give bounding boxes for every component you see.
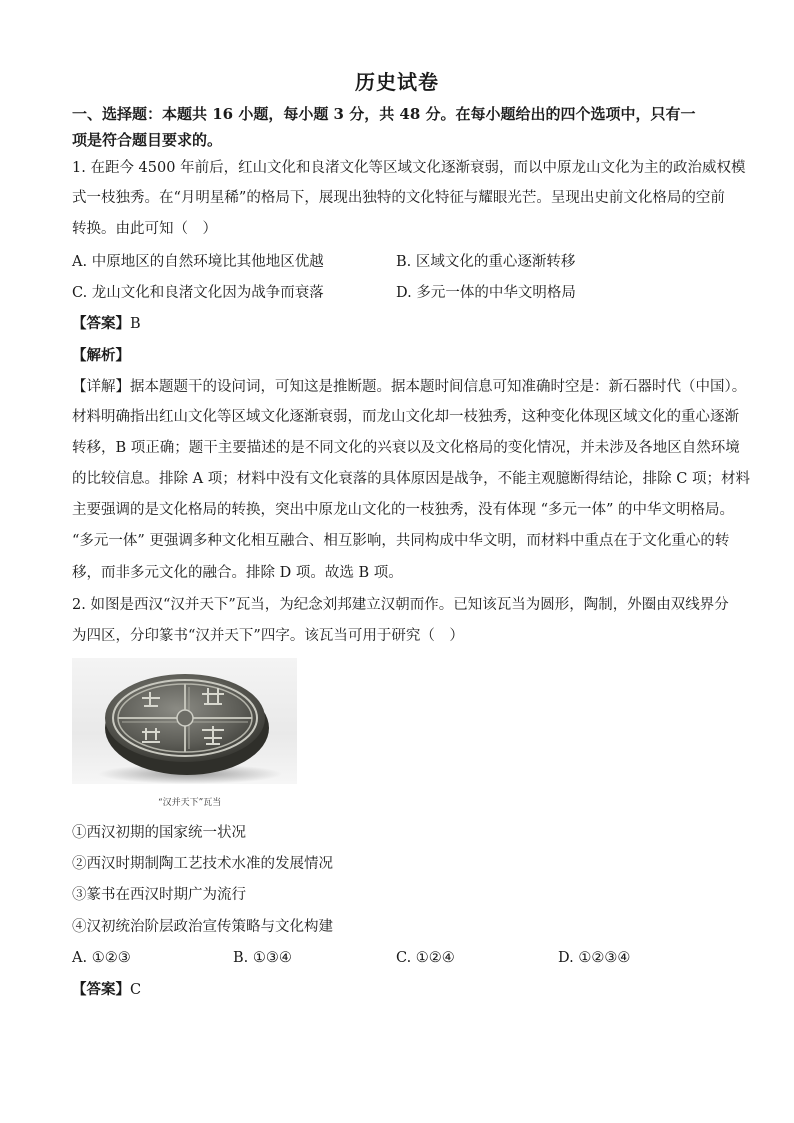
q2-option-d: D. ①②③④ xyxy=(558,950,631,966)
q1-detail-line-2: 材料明确指出红山文化等区域文化逐渐衰弱，而龙山文化却一枝独秀，这种变化体现区域文化的重心逐渐 xyxy=(72,409,739,425)
q2-option-b: B. ①③④ xyxy=(233,950,292,966)
q1-option-a: A. 中原地区的自然环境比其他地区优越 xyxy=(72,254,324,270)
q2-answer-tag: 【答案】 xyxy=(72,981,130,998)
q1-detail-line-7: 移，而非多元文化的融合。排除 D 项。故选 B 项。 xyxy=(72,565,403,581)
q1-detail-line-4: 的比较信息。排除 A 项；材料中没有文化衰落的具体原因是战争，不能主观臆断得结论，排除 C 项；材料 xyxy=(72,471,750,487)
q2-statement-3: ③篆书在西汉时期广为流行 xyxy=(72,887,246,903)
q1-analysis-tag: 【解析】 xyxy=(72,347,130,364)
q1-stem-line-1: 1. 在距今 4500 年前后，红山文化和良渚文化等区域文化逐渐衰弱，而以中原龙山文化为主的政治威权模 xyxy=(72,160,746,176)
q2-stem-line-2: 为四区，分印篆书“汉并天下”四字。该瓦当可用于研究（ ） xyxy=(72,628,464,644)
q1-option-d: D. 多元一体的中华文明格局 xyxy=(396,285,576,301)
q1-stem-line-2: 式一枝独秀。在“月明星稀”的格局下，展现出独特的文化特征与耀眼光芒。呈现出史前文化格局的空前 xyxy=(72,190,725,206)
q2-option-a: A. ①②③ xyxy=(72,950,131,966)
q1-detail-line-3: 转移，B 项正确；题干主要描述的是不同文化的兴衰以及文化格局的变化情况，并未涉及各地区自然环境 xyxy=(72,440,740,456)
tile-end-caption: “汉并天下”瓦当 xyxy=(158,798,222,808)
q2-option-c: C. ①②④ xyxy=(396,950,455,966)
q2-stem-line-1: 2. 如图是西汉“汉并天下”瓦当，为纪念刘邦建立汉朝而作。已知该瓦当为圆形，陶制，外圈由双线界分 xyxy=(72,597,729,613)
q1-stem-line-3: 转换。由此可知（ ） xyxy=(72,221,217,237)
q1-answer-value: B xyxy=(130,316,141,332)
section-heading-line-2: 项是符合题目要求的。 xyxy=(72,131,223,149)
q2-statement-2: ②西汉时期制陶工艺技术水准的发展情况 xyxy=(72,856,333,872)
q1-option-b: B. 区域文化的重心逐渐转移 xyxy=(396,254,576,270)
q2-statement-4: ④汉初统治阶层政治宣传策略与文化构建 xyxy=(72,919,333,935)
page-title: 历史试卷 xyxy=(355,70,439,94)
q2-answer-value: C xyxy=(130,982,142,998)
tile-end-illustration xyxy=(72,658,297,784)
q1-answer-tag: 【答案】 xyxy=(72,315,130,332)
tile-end-photo xyxy=(72,658,297,784)
q2-answer xyxy=(72,980,141,1000)
q1-answer xyxy=(72,314,141,334)
section-heading-line-1: 一、选择题：本题共 16 小题，每小题 3 分，共 48 分。在每小题给出的四个选项中，只有一 xyxy=(72,105,696,123)
q1-detail-line-1: 【详解】据本题题干的设问词，可知这是推断题。据本题时间信息可知准确时空是：新石器时代（中国）。 xyxy=(72,379,747,395)
q1-detail-line-5: 主要强调的是文化格局的转换，突出中原龙山文化的一枝独秀，没有体现 “多元一体” 的中华文明格局。 xyxy=(72,502,735,518)
q1-detail-line-6: “多元一体” 更强调多种文化相互融合、相互影响，共同构成中华文明，而材料中重点在于文化重心的转 xyxy=(72,533,730,549)
q2-statement-1: ①西汉初期的国家统一状况 xyxy=(72,825,246,841)
q1-option-c: C. 龙山文化和良渚文化因为战争而衰落 xyxy=(72,285,324,301)
q1-analysis xyxy=(72,346,130,366)
